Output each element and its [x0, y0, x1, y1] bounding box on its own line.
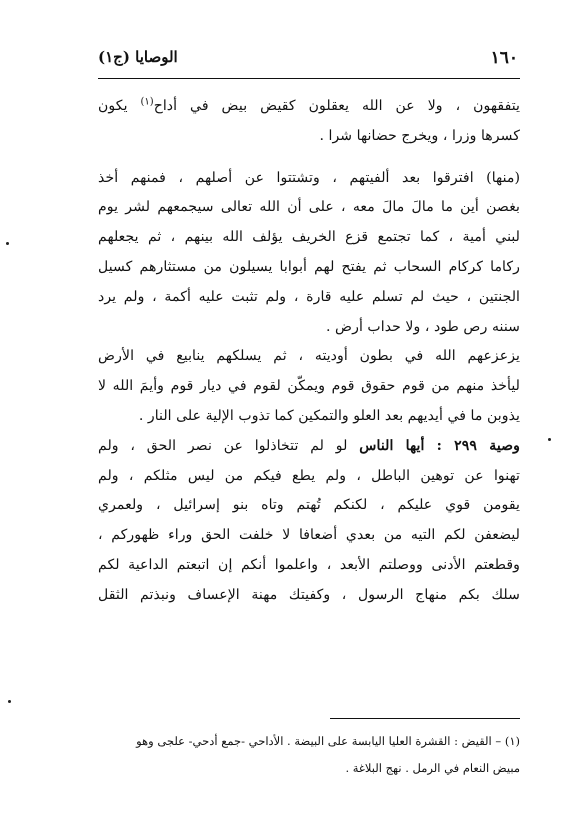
text-line: لبني أمية ، كما تجتمع قزع الخريف يؤلف الله بينهم ، ثم يجعلهم	[98, 229, 520, 246]
text-line: ليأخذ منهم من قوم حقوق قوم ويمكّن لقوم في ديار قوم وأيمَ الله لا	[98, 378, 520, 395]
paragraph-3	[98, 342, 520, 431]
text-line: يتفقهون ، ولا عن الله يعقلون كقيض بيض في أداح$^{(١)}$ يكون	[98, 96, 520, 114]
footnote-line: (١) – القيض : القشرة العليا اليابسة على البيضة . الأداحي -جمع أدحي- علجى وهو	[136, 734, 520, 748]
text-line: ليضعفن لكم التيه من بعدي أضعافا لا خلفت الحق وراء ظهوركم ،	[98, 527, 520, 544]
footnote-rule	[330, 718, 520, 719]
scan-speck	[8, 700, 11, 703]
header-rule	[98, 78, 520, 79]
page-number: ١٦٠	[490, 48, 518, 68]
will-heading: وصية ٢٩٩ : أيها الناس	[359, 437, 520, 454]
footnotes	[98, 728, 520, 782]
footnote-line: مبيض النعام في الرمل . نهج البلاغة .	[345, 761, 520, 775]
text-line: يزعزعهم الله في بطون أوديته ، ثم يسلكهم ينابيع في الأرض	[98, 348, 520, 365]
text-line: ركاما كركام السحاب ثم يفتح لهم أبوابا يسيلون من مستثارهم كسيل	[98, 258, 520, 275]
paragraph-4	[98, 432, 520, 611]
body-text	[98, 92, 520, 611]
paragraph-1	[98, 92, 520, 152]
scan-speck	[548, 438, 551, 441]
text-line: (منها) افترقوا بعد ألفيتهم ، وتشتتوا عن أصلهم ، فمنهم أخذ	[98, 169, 520, 186]
text-line: يقومن قوي عليكم ، لكنكم تُهتم وتاه بنو إسرائيل ، ولعمري	[98, 497, 520, 514]
footnote-marker: (١)	[140, 96, 154, 108]
footnote-marker: (١)	[504, 734, 520, 748]
text-line: سننه رص طود ، ولا حداب أرض .	[325, 318, 520, 335]
paragraph-2	[98, 164, 520, 343]
running-title: الوصايا (ج١)	[98, 48, 178, 66]
text-line: تهنوا عن توهين الباطل ، ولم يطع فيكم من ليس مثلكم ، ولم	[98, 467, 520, 484]
text-line: يذوبن ما في أيديهم بعد العلو والتمكين كما تذوب الإلية على النار .	[138, 407, 520, 424]
text-line: سلك بكم منهاج الرسول ، وكفيتك مهنة الإعساف ونبذتم الثقل	[98, 586, 520, 603]
text-line: وصية ٢٩٩ : أيها الناس لو لم تتخاذلوا عن نصر الحق ، ولم	[98, 437, 520, 454]
text-line: بغصن أين ما مالَ مالَ معه ، على أن الله تعالى سيجمعهم لشر يوم	[98, 199, 520, 216]
text-line: الجنتين ، حيث لم تسلم عليه قارة ، ولم تثبت عليه أكمة ، ولم يرد	[98, 288, 520, 305]
page-header	[98, 46, 518, 72]
text-line: كسرها وزرا ، ويخرج حضانها شرا .	[319, 127, 520, 144]
scan-speck	[6, 242, 9, 245]
text-line: وقطعتم الأدنى ووصلتم الأبعد ، واعلموا أنكم إن اتبعتم الداعية لكم	[98, 556, 520, 573]
